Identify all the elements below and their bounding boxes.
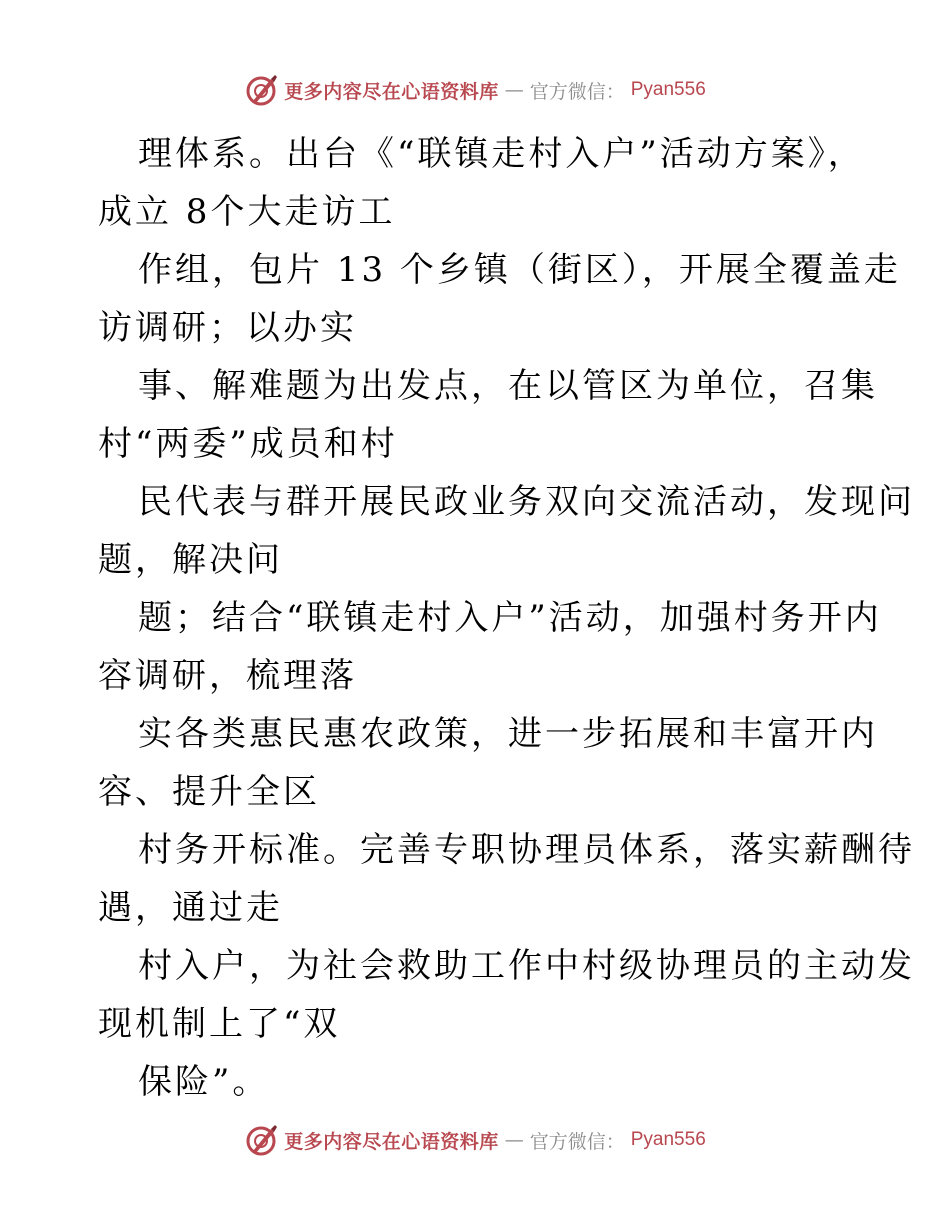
text-line: 题，解决问 bbox=[98, 540, 283, 580]
watermark-official-label: 官方微信： bbox=[529, 80, 625, 103]
paragraph bbox=[98, 125, 888, 241]
watermark-dash: — bbox=[504, 1129, 524, 1151]
text-line: 容调研，梳理落 bbox=[98, 656, 357, 696]
watermark-official-label: 官方微信： bbox=[529, 1130, 625, 1153]
watermark-wechat-id: Pyan556 bbox=[630, 79, 706, 100]
paragraph bbox=[98, 821, 915, 937]
text-line: 访调研；以办实 bbox=[98, 308, 357, 348]
watermark-wechat-id: Pyan556 bbox=[630, 1129, 706, 1150]
text-line: 成立 8个大走访工 bbox=[98, 192, 396, 232]
paragraph bbox=[98, 241, 901, 357]
text-line: 实各类惠民惠农政策，进一步拓展和丰富开内 bbox=[138, 714, 878, 754]
text-line: 容、提升全区 bbox=[98, 772, 320, 812]
paragraph bbox=[98, 473, 915, 589]
text-line: 题；结合“联镇走村入户”活动，加强村务开内 bbox=[138, 598, 882, 638]
watermark-title: 更多内容尽在心语资料库 bbox=[284, 1130, 499, 1153]
footer-watermark bbox=[0, 1120, 950, 1160]
text-line: 事、解难题为出发点，在以管区为单位，召集 bbox=[138, 366, 878, 406]
text-line: 村“两委”成员和村 bbox=[98, 424, 398, 464]
text-line: 保险”。 bbox=[138, 1062, 270, 1102]
text-line: 民代表与群开展民政业务双向交流活动，发现问 bbox=[138, 482, 915, 522]
text-line: 现机制上了“双 bbox=[98, 1004, 341, 1044]
paragraph bbox=[98, 357, 888, 473]
watermark-title: 更多内容尽在心语资料库 bbox=[284, 80, 499, 103]
pen-logo-icon bbox=[244, 73, 278, 107]
paragraph bbox=[98, 589, 888, 705]
paragraph bbox=[98, 937, 915, 1053]
paragraph bbox=[98, 705, 888, 821]
watermark-dash: — bbox=[504, 79, 524, 101]
text-line: 理体系。出台《“联镇走村入户”活动方案》， bbox=[138, 134, 865, 174]
text-line: 村入户，为社会救助工作中村级协理员的主动发 bbox=[138, 946, 915, 986]
paragraph bbox=[98, 1053, 888, 1111]
text-line: 遇，通过走 bbox=[98, 888, 283, 928]
header-watermark bbox=[0, 70, 950, 110]
text-line: 村务开标准。完善专职协理员体系，落实薪酬待 bbox=[138, 830, 915, 870]
text-line: 作组，包片 13 个乡镇（街区），开展全覆盖走 bbox=[138, 250, 901, 290]
pen-logo-icon bbox=[244, 1123, 278, 1157]
document-body bbox=[98, 125, 915, 1111]
